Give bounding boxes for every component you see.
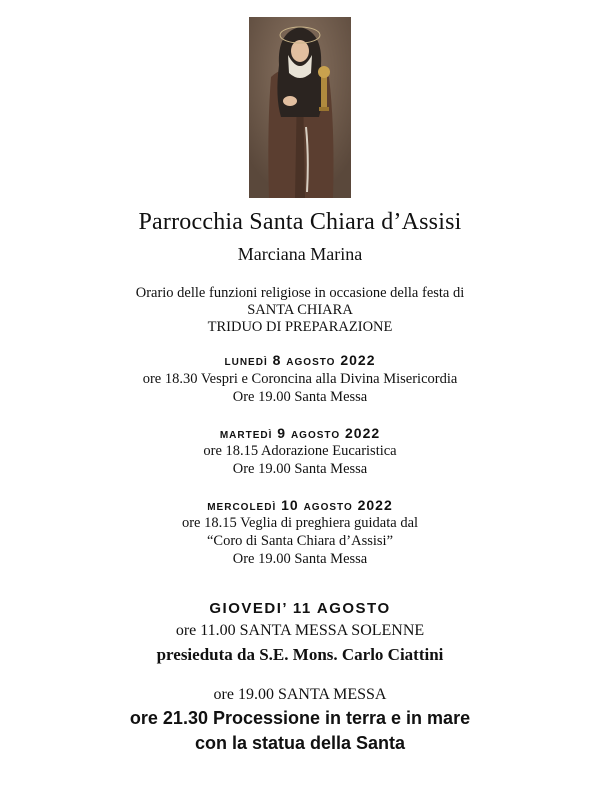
- schedule-line: “Coro di Santa Chiara d’Assisi”: [206, 533, 394, 549]
- schedule-line: Ore 19.00 Santa Messa: [232, 551, 368, 567]
- parish-location: Marciana Marina: [237, 244, 363, 264]
- parish-title: Parrocchia Santa Chiara d’Assisi: [138, 209, 462, 235]
- day-heading-tuesday: martedì 9 agosto 2022: [219, 425, 381, 441]
- schedule-line: ore 18.15 Veglia di preghiera guidata dal: [181, 515, 419, 531]
- saint-statue-photo: [249, 17, 351, 198]
- schedule-line: ore 18.15 Adorazione Eucaristica: [203, 443, 397, 459]
- procession-line-2: con la statua della Santa: [194, 733, 406, 753]
- schedule-line: Ore 19.00 Santa Messa: [232, 461, 368, 477]
- day-heading-wednesday: mercoledì 10 agosto 2022: [207, 497, 393, 513]
- solemn-mass-line: ore 11.00 SANTA MESSA SOLENNE: [175, 622, 425, 639]
- schedule-line: Ore 19.00 Santa Messa: [232, 389, 368, 405]
- intro-line-3: TRIDUO DI PREPARAZIONE: [207, 319, 393, 335]
- intro-line-1: Orario delle funzioni religiose in occasione della festa di: [135, 285, 465, 301]
- evening-mass-line: ore 19.00 SANTA MESSA: [213, 686, 387, 703]
- day-heading-thursday: GIOVEDI’ 11 AGOSTO: [209, 600, 391, 617]
- schedule-line: ore 18.30 Vespri e Coroncina alla Divina Misericordia: [142, 371, 458, 387]
- day-heading-monday: lunedì 8 agosto 2022: [224, 352, 376, 368]
- procession-line-1: ore 21.30 Processione in terra e in mare: [129, 708, 471, 728]
- presider-line: presieduta da S.E. Mons. Carlo Ciattini: [156, 645, 444, 664]
- intro-line-2: SANTA CHIARA: [247, 302, 353, 318]
- statue-illustration: [249, 17, 351, 198]
